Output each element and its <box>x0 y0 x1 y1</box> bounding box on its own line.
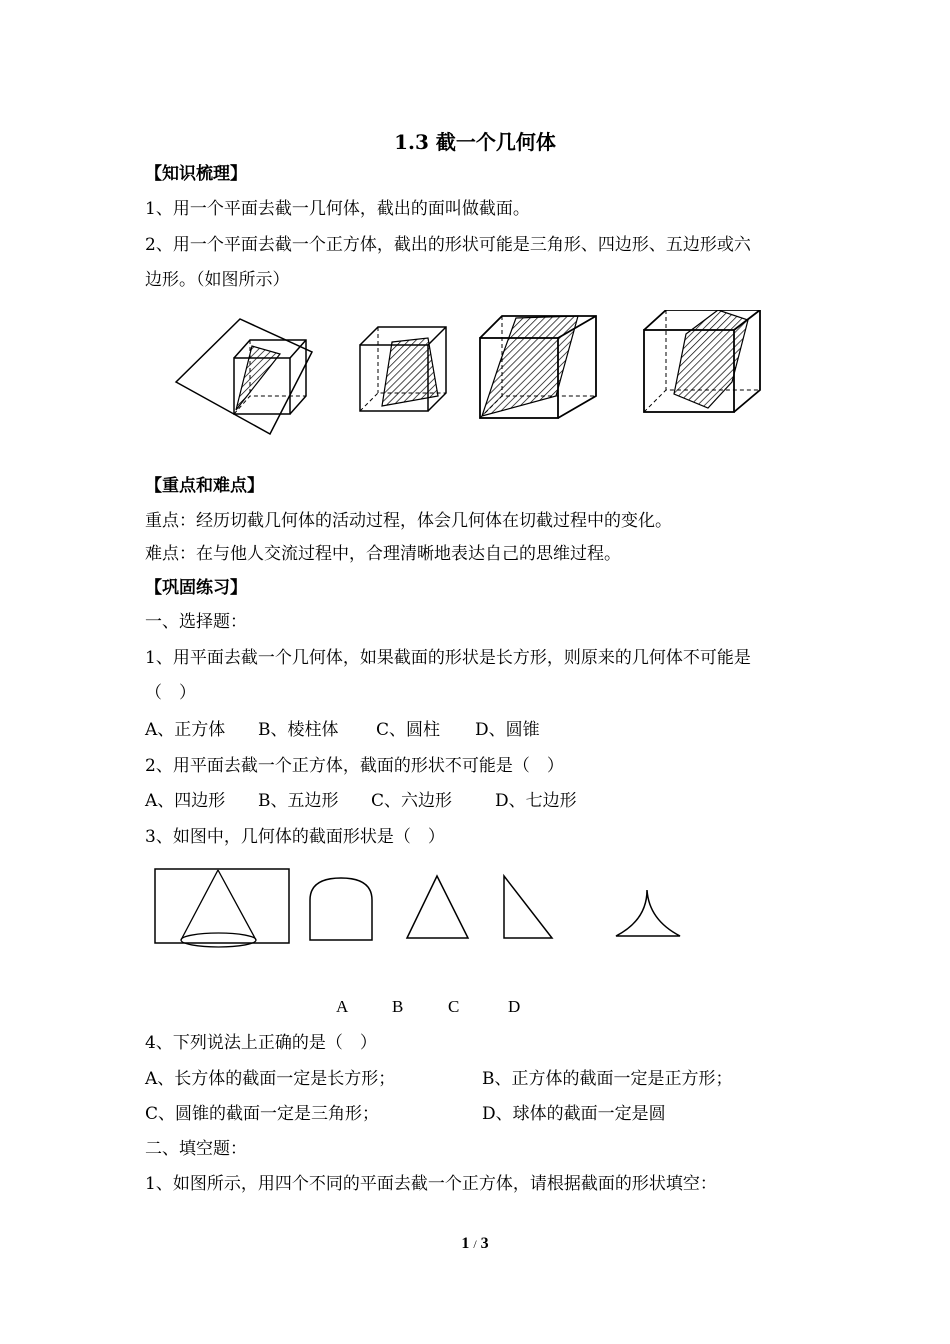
option-d-shape <box>616 890 680 936</box>
q4-option-c: C、圆锥的截面一定是三角形； <box>145 1104 380 1124</box>
q1-option-a: A、正方体 <box>145 720 226 740</box>
q3-label-a: A <box>336 997 349 1016</box>
q1-option-d: D、圆锥 <box>475 720 540 740</box>
section-key-heading: 【重点和难点】 <box>145 476 264 496</box>
choice-heading: 一、选择题： <box>145 612 247 632</box>
q3-label-d: D <box>508 997 521 1016</box>
option-a-shape <box>310 878 372 940</box>
fill-heading: 二、填空题： <box>145 1139 247 1159</box>
key-difficulty: 难点：在与他人交流过程中，合理清晰地表达自己的思维过程。 <box>145 544 621 564</box>
total-pages: 3 <box>480 1235 489 1252</box>
q2-option-b: B、五边形 <box>258 791 339 811</box>
q2-option-a: A、四边形 <box>145 791 226 811</box>
knowledge-point-2-line-1: 2、用一个平面去截一个正方体，截出的形状可能是三角形、四边形、五边形或六 <box>145 235 751 255</box>
section-knowledge-heading: 【知识梳理】 <box>145 164 247 184</box>
cube-cross-sections-figure <box>170 310 780 440</box>
q4-option-d: D、球体的截面一定是圆 <box>482 1104 666 1124</box>
question-3: 3、如图中，几何体的截面形状是（ ） <box>145 827 445 847</box>
question-4: 4、下列说法上正确的是（ ） <box>145 1033 377 1053</box>
question-3-figure <box>150 862 690 954</box>
cube-hexagon-section <box>644 310 760 412</box>
question-1-line-2: （ ） <box>145 683 196 703</box>
cube-triangle-section <box>176 319 312 434</box>
knowledge-point-1: 1、用一个平面去截一几何体，截出的面叫做截面。 <box>145 199 530 219</box>
q4-option-b: B、正方体的截面一定是正方形； <box>482 1069 733 1089</box>
knowledge-point-2-line-2: 边形。（如图所示） <box>145 270 290 290</box>
option-c-shape <box>504 876 552 938</box>
page-number <box>0 1235 950 1253</box>
page-title: 1.3 截一个几何体 <box>394 130 556 154</box>
option-b-shape <box>407 876 468 938</box>
key-focus: 重点：经历切截几何体的活动过程，体会几何体在切截过程中的变化。 <box>145 511 672 531</box>
q1-option-c: C、圆柱 <box>376 720 441 740</box>
q3-label-b: B <box>392 997 404 1016</box>
q1-option-b: B、棱柱体 <box>258 720 339 740</box>
q3-label-c: C <box>448 997 460 1016</box>
cube-pentagon-section <box>480 316 596 418</box>
cone-in-box <box>155 869 289 947</box>
question-2: 2、用平面去截一个正方体，截面的形状不可能是（ ） <box>145 756 564 776</box>
current-page: 1 <box>461 1235 470 1252</box>
fill-question-1: 1、如图所示，用四个不同的平面去截一个正方体，请根据截面的形状填空： <box>145 1174 717 1194</box>
question-1-line-1: 1、用平面去截一个几何体，如果截面的形状是长方形，则原来的几何体不可能是 <box>145 648 751 668</box>
q2-option-c: C、六边形 <box>371 791 453 811</box>
q4-option-a: A、长方体的截面一定是长方形； <box>145 1069 396 1089</box>
page-separator: / <box>473 1237 477 1251</box>
cube-quadrilateral-section <box>360 327 446 411</box>
q2-option-d: D、七边形 <box>495 791 577 811</box>
section-practice-heading: 【巩固练习】 <box>145 578 247 598</box>
